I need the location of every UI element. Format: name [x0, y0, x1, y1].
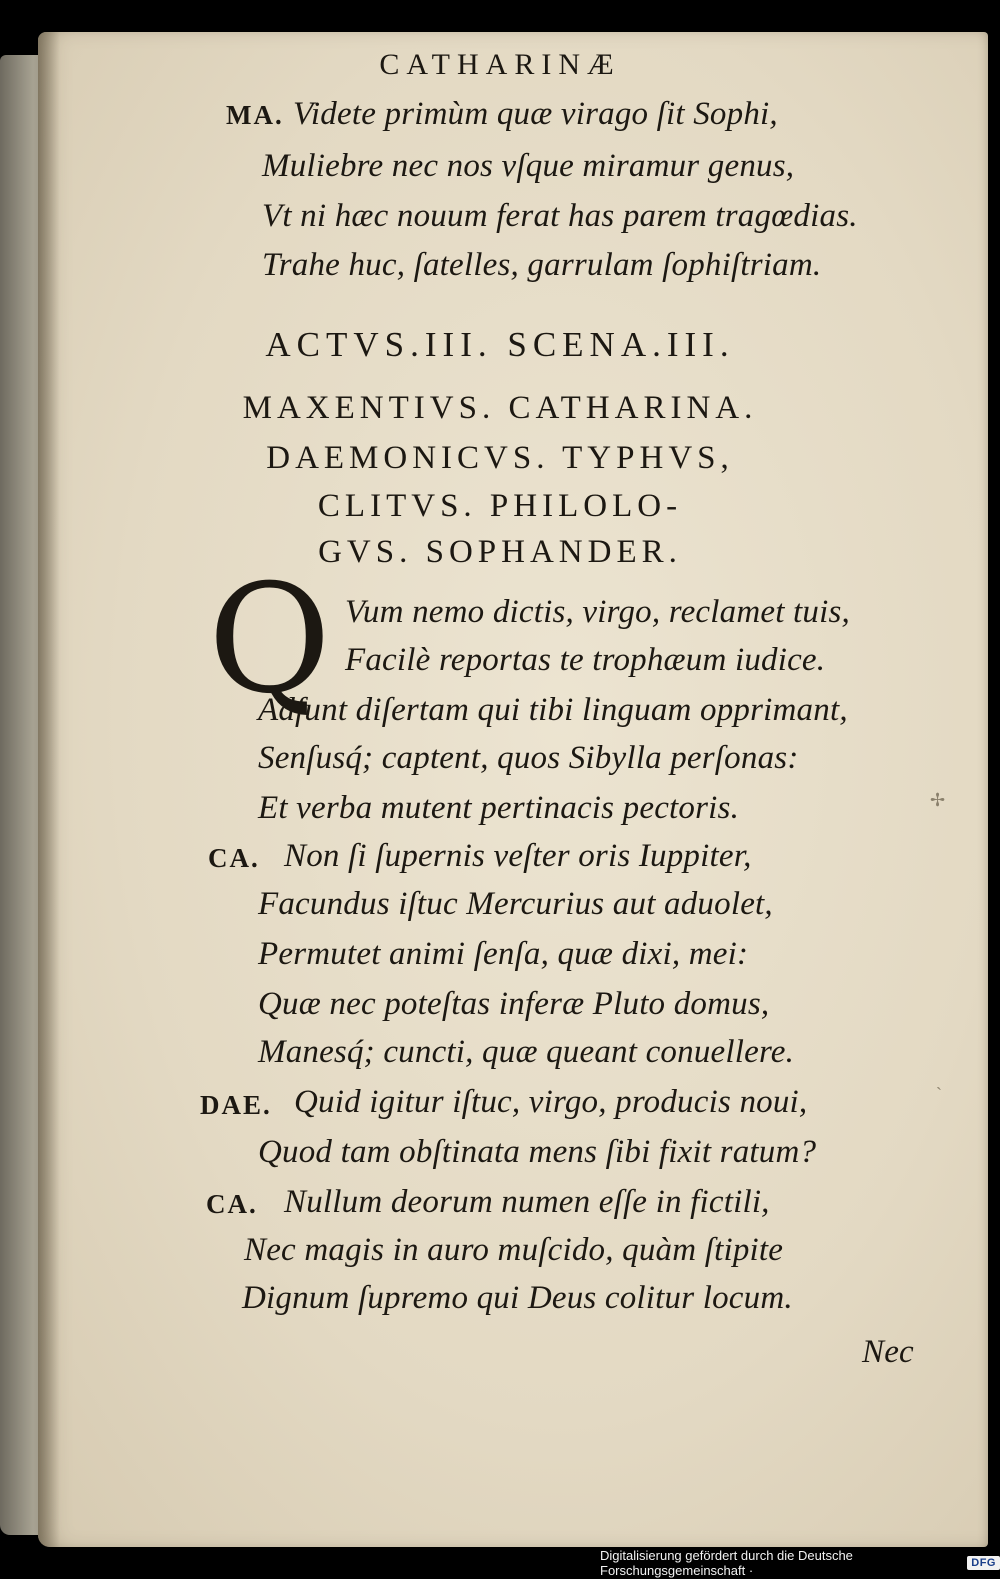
verse-line: Senſusq́; captent, quos Sibylla perſonas:	[258, 740, 799, 776]
drop-cap-initial: Q	[208, 553, 331, 727]
speaker-label: CA.	[208, 843, 260, 873]
cast-line: CLITVS. PHILOLO-	[317, 488, 683, 524]
verse-line: Manesq́; cuncti, quæ queant conuellere.	[258, 1034, 795, 1070]
verse-line: Vt ni hæc nouum ferat has parem tragœdias.	[262, 198, 858, 234]
paper-speck: ✢	[930, 790, 946, 810]
running-head: CATHARINÆ	[379, 48, 621, 81]
verse-line: Muliebre nec nos vſque miramur genus,	[262, 148, 795, 184]
verse-line: Permutet animi ſenſa, quæ dixi, mei:	[258, 936, 749, 972]
verse-line: Vum nemo dictis, virgo, reclamet tuis,	[345, 594, 850, 630]
verse-line: Adſunt diſertam qui tibi linguam opprimant,	[258, 692, 848, 728]
catchword: Nec	[862, 1334, 914, 1370]
verse-line: Quid igitur iſtuc, virgo, producis noui,	[294, 1084, 808, 1120]
credit-text: Digitalisierung gefördert durch die Deutsche Forschungsgemeinschaft ·	[600, 1548, 853, 1578]
speaker-label: MA.	[226, 100, 284, 130]
paper-speck: ˏ	[936, 1070, 942, 1090]
verse-line: Videte primùm quæ virago ſit Sophi,	[293, 96, 778, 132]
verse-line: Quod tam obſtinata mens ſibi fixit ratum?	[258, 1134, 817, 1170]
verse-line: Quæ nec poteſtas inferæ Pluto domus,	[258, 986, 770, 1022]
verse-line: Trahe huc, ſatelles, garrulam ſophiſtriam.	[262, 247, 822, 283]
verse-line: Et verba mutent pertinacis pectoris.	[258, 790, 740, 826]
cast-line: MAXENTIVS. CATHARINA.	[242, 390, 758, 426]
verse-line: Nec magis in auro muſcido, quàm ſtipite	[244, 1232, 784, 1268]
page-gutter-shadow	[38, 32, 60, 1547]
speaker-label: CA.	[206, 1189, 258, 1219]
verse-line: Non ſi ſupernis veſter oris Iuppiter,	[284, 838, 752, 874]
dfg-logo-icon: DFG	[967, 1556, 1000, 1570]
verse-line: Facilè reportas te trophæum iudice.	[345, 642, 826, 678]
speaker-label: DAE.	[200, 1090, 272, 1120]
scene-heading: ACTVS.III. SCENA.III.	[265, 325, 735, 364]
verse-line: Facundus iſtuc Mercurius aut aduolet,	[258, 886, 773, 922]
verse-line: Nullum deorum numen eſſe in fictili,	[284, 1184, 770, 1220]
digitization-credit	[600, 1548, 1000, 1578]
verse-line: Dignum ſupremo qui Deus colitur locum.	[242, 1280, 793, 1316]
cast-line: GVS. SOPHANDER.	[318, 534, 682, 570]
cast-line: DAEMONICVS. TYPHVS,	[266, 440, 734, 476]
